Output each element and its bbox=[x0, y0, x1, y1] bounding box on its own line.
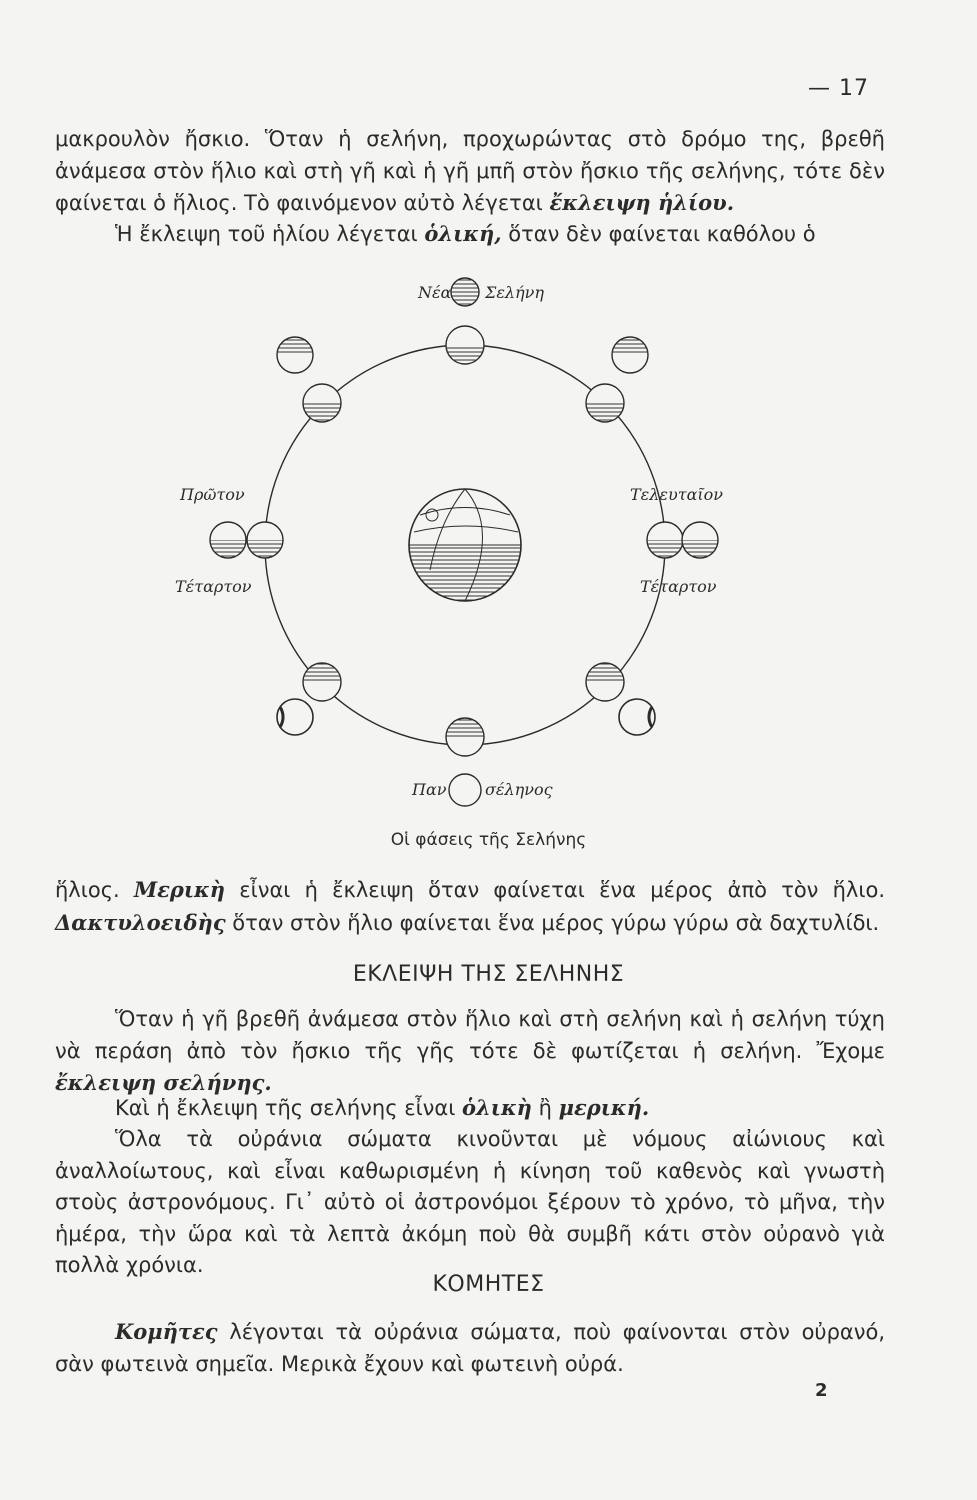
moon-first-quarter-orbit bbox=[247, 522, 283, 558]
moon-last-quarter-outer bbox=[682, 522, 718, 558]
label-new-moon-a: Νέα bbox=[418, 283, 452, 302]
moon-new-outer bbox=[451, 278, 479, 306]
paragraph-text: μακρουλὸν ἤσκιο. Ὅταν ἡ σελήνη, προχωρώντας στὸ δρόμο της, βρεθῆ ἀνάμεσα στὸν ἥλιο καὶ στὴ γῆ καὶ ἡ γῆ μπῆ στὸν ἤσκιο τῆς σελήνης, τότε δὲν φαίνεται ὁ ἥλιος. Τὸ φαινόμενον αὐτὸ λέγεται bbox=[55, 127, 885, 215]
paragraph-text: Ἡ ἔκλειψη τοῦ ἡλίου λέγεται bbox=[115, 222, 425, 246]
paragraph-lunar-eclipse bbox=[55, 1004, 885, 1100]
section-heading-comets: ΚΟΜΗΤΕΣ bbox=[432, 1272, 545, 1297]
section-heading-lunar-eclipse: ΕΚΛΕΙΨΗ ΤΗΣ ΣΕΛΗΝΗΣ bbox=[352, 962, 625, 987]
moon-full-orbit bbox=[446, 718, 484, 756]
paragraph-total-eclipse bbox=[55, 218, 885, 251]
label-last-quarter-b: Τέταρτον bbox=[640, 577, 717, 596]
term-total-lunar: ὁλικὴ bbox=[462, 1095, 532, 1120]
paragraph-text: Καὶ ἡ ἔκλειψη τῆς σελήνης εἶναι bbox=[115, 1096, 463, 1120]
label-first-quarter-b: Τέταρτον bbox=[175, 577, 252, 596]
page-number: — 17 bbox=[808, 76, 869, 101]
paragraph-text: ὅταν στὸν ἥλιο φαίνεται ἕνα μέρος γύρω γύρω σὰ δαχτυλίδι. bbox=[225, 910, 880, 935]
paragraph-text: λέγονται τὰ οὐράνια σώματα, ποὺ φαίνονται στὸν οὐρανό, σὰν φωτεινὰ σημεῖα. Μερικὰ ἔχουν καὶ φωτεινὴ οὐρά. bbox=[55, 1320, 885, 1376]
moon-waning-gibbous-outer bbox=[619, 699, 655, 735]
label-first-quarter-a: Πρῶτον bbox=[180, 485, 245, 504]
paragraph-text: ἢ bbox=[531, 1096, 559, 1120]
moon-waxing-crescent-outer bbox=[277, 337, 313, 373]
paragraph-text: ἥλιος. bbox=[55, 878, 134, 902]
paragraph-partial-eclipse bbox=[55, 874, 885, 939]
paragraph-text: εἶναι ἡ ἔκλειψη ὅταν φαίνεται ἕνα μέρος ἀπὸ τὸν ἥλιο. bbox=[225, 878, 885, 902]
term-lunar-eclipse: ἔκλειψη σελήνης. bbox=[55, 1070, 272, 1095]
label-last-quarter-a: Τελευταῖον bbox=[630, 485, 723, 504]
moon-waxing-gibbous-orbit bbox=[303, 663, 341, 701]
paragraph-lunar-types bbox=[55, 1092, 885, 1125]
moon-phases-diagram bbox=[175, 270, 760, 810]
moon-new-orbit bbox=[446, 326, 484, 364]
moon-full-outer bbox=[449, 774, 481, 806]
term-annular: Δακτυλοειδὴς bbox=[55, 909, 226, 935]
label-full-moon-b: σέληνος bbox=[485, 780, 553, 799]
term-comets: Κομῆτες bbox=[115, 1319, 218, 1344]
term-partial: Μερικὴ bbox=[133, 877, 226, 902]
moon-first-quarter-outer bbox=[210, 522, 246, 558]
figure-caption: Οἱ φάσεις τῆς Σελήνης bbox=[390, 830, 587, 850]
paragraph-text: Ὅταν ἡ γῆ βρεθῆ ἀνάμεσα στὸν ἥλιο καὶ στὴ σελήνη καὶ ἡ σελήνη τύχη νὰ περάση ἀπὸ τὸν ἤσκιο τῆς γῆς τότε δὲ φωτίζεται ἡ σελήνη. Ἔχομε bbox=[55, 1007, 885, 1063]
moon-waning-gibbous-orbit bbox=[586, 663, 624, 701]
signature-mark: 2 bbox=[815, 1380, 828, 1401]
moon-waning-crescent-outer bbox=[612, 337, 648, 373]
paragraph-solar-eclipse bbox=[55, 124, 885, 220]
paragraph-comets bbox=[55, 1316, 885, 1380]
paragraph-celestial-laws: Ὅλα τὰ οὐράνια σώματα κινοῦνται μὲ νόμους αἰώνιους καὶ ἀναλλοίωτους, καὶ εἶναι καθωρισμένη ἡ κίνηση τοῦ καθενὸς καὶ γνωστὴ στοὺς ἀστρονόμους. Γι᾽ αὐτὸ οἱ ἀστρονόμοι ξέρουν τὸ χρόνο, τὸ μῆνα, τὴν ἡμέρα, τὴν ὥρα καὶ τὰ λεπτὰ ἀκόμη ποὺ θὰ συμβῆ κάτι στὸν οὐρανὸ γιὰ πολλὰ χρόνια. bbox=[55, 1127, 885, 1277]
term-total: ὁλική, bbox=[424, 221, 502, 246]
paragraph-text: ὅταν δὲν φαίνεται καθόλου ὁ bbox=[501, 222, 816, 246]
term-solar-eclipse: ἔκλειψη ἡλίου. bbox=[549, 190, 735, 215]
moon-waxing-crescent-orbit bbox=[303, 384, 341, 422]
moon-waxing-gibbous-outer bbox=[277, 699, 313, 735]
moon-waning-crescent-orbit bbox=[586, 384, 624, 422]
term-partial-lunar: μερική. bbox=[558, 1095, 650, 1120]
label-new-moon-b: Σελήνη bbox=[485, 283, 544, 302]
moon-last-quarter-orbit bbox=[647, 522, 683, 558]
label-full-moon-a: Παν bbox=[412, 780, 447, 799]
earth-globe bbox=[409, 489, 521, 601]
